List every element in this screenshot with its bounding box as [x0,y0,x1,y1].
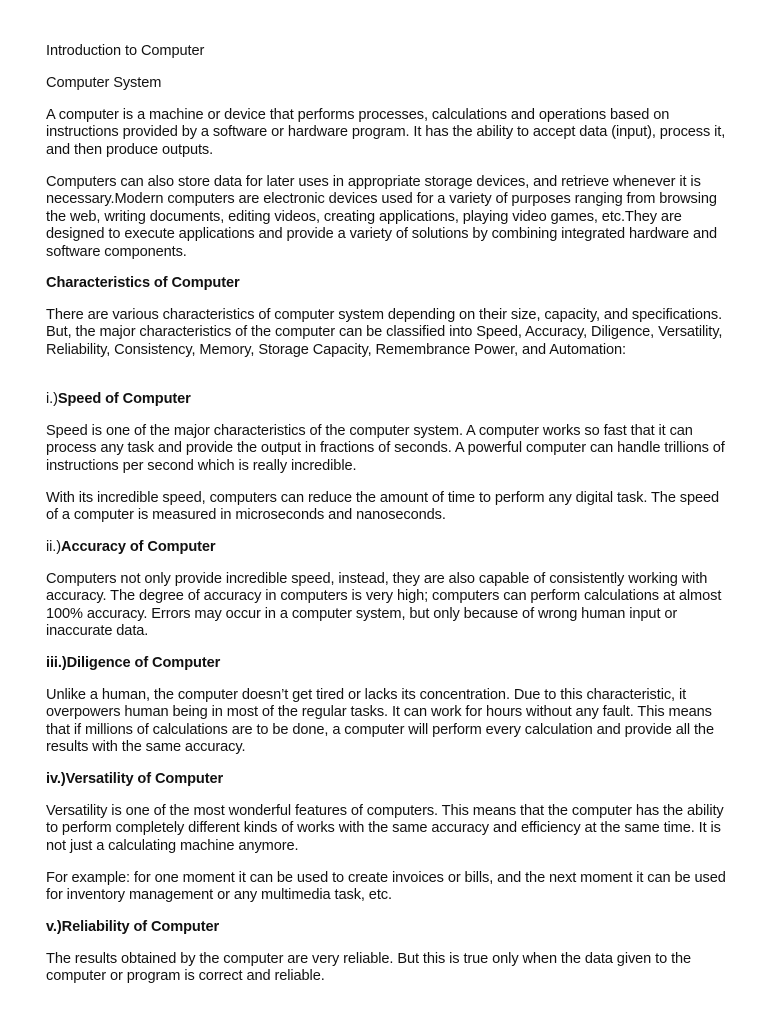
section-number: v.) [46,919,62,935]
diligence-heading [46,655,732,672]
diligence-paragraph: Unlike a human, the computer doesn’t get tired or lacks its concentration. Due to this characteristic, it overpowers human being in most of the regular tasks. It can work for hours without any fault. This means that if millions of calculations are to be done, a computer will perform every calculation and provide all the results with the same accuracy. [46,687,714,756]
speed-paragraph-1: Speed is one of the major characteristics of the computer system. A computer works so fast that it can process any task and provide the output in fractions of seconds. A powerful computer can handle trillions of instructions per second which is really incredible. [46,423,725,474]
characteristics-heading: Characteristics of Computer [46,275,240,291]
accuracy-paragraph: Computers not only provide incredible speed, instead, they are also capable of consistently working with accuracy. The degree of accuracy in computers is very high; computers can perform calculations at almost 100% accuracy. Errors may occur in a computer system, but only because of wrong human input or inaccurate data. [46,571,722,640]
reliability-paragraph: The results obtained by the computer are very reliable. But this is true only when the data given to the computer or program is correct and reliable. [46,951,692,985]
accuracy-heading [46,539,732,556]
speed-paragraph-2: With its incredible speed, computers can reduce the amount of time to perform any digital task. The speed of a computer is measured in microseconds and nanoseconds. [46,490,720,524]
section-title: Diligence of Computer [66,655,221,671]
versatility-heading [46,771,732,788]
section-number: ii.) [46,539,61,555]
section-title: Versatility of Computer [65,771,224,787]
section-number: i.) [46,391,58,407]
versatility-paragraph-1: Versatility is one of the most wonderful features of computers. This means that the computer has the ability to perform completely different kinds of works with the same accuracy and efficiency at the same time. It is not just a calculating machine anymore. [46,803,724,854]
section-number: iv.) [46,771,66,787]
intro-paragraph-1: A computer is a machine or device that performs processes, calculations and operations based on instructions provided by a software or hardware program. It has the ability to accept data (input), process it, and then produce outputs. [46,107,726,158]
reliability-heading [46,919,732,936]
intro-paragraph-2: Computers can also store data for later uses in appropriate storage devices, and retrieve whenever it is necessary.Modern computers are electronic devices used for a variety of purposes ranging from browsing the web, writing documents, editing videos, creating applications, playing video games, etc.They are designed to execute applications and provide a variety of solutions by combining integrated hardware and software components. [46,174,718,260]
document-subtitle: Computer System [46,75,162,91]
section-title: Reliability of Computer [61,919,220,935]
section-title: Speed of Computer [57,391,191,407]
section-title: Accuracy of Computer [61,539,216,555]
versatility-paragraph-2: For example: for one moment it can be used to create invoices or bills, and the next moment it can be used for inventory management or any multimedia task, etc. [46,870,726,904]
section-number: iii.) [46,655,67,671]
characteristics-paragraph: There are various characteristics of computer system depending on their size, capacity, and specifications. But, the major characteristics of the computer can be classified into Speed, Accuracy, Diligence, Versatility, Reliability, Consistency, Memory, Storage Capacity, Remembrance Power, and Automation: [46,307,723,358]
document-title: Introduction to Computer [46,43,205,59]
speed-heading [46,391,732,408]
